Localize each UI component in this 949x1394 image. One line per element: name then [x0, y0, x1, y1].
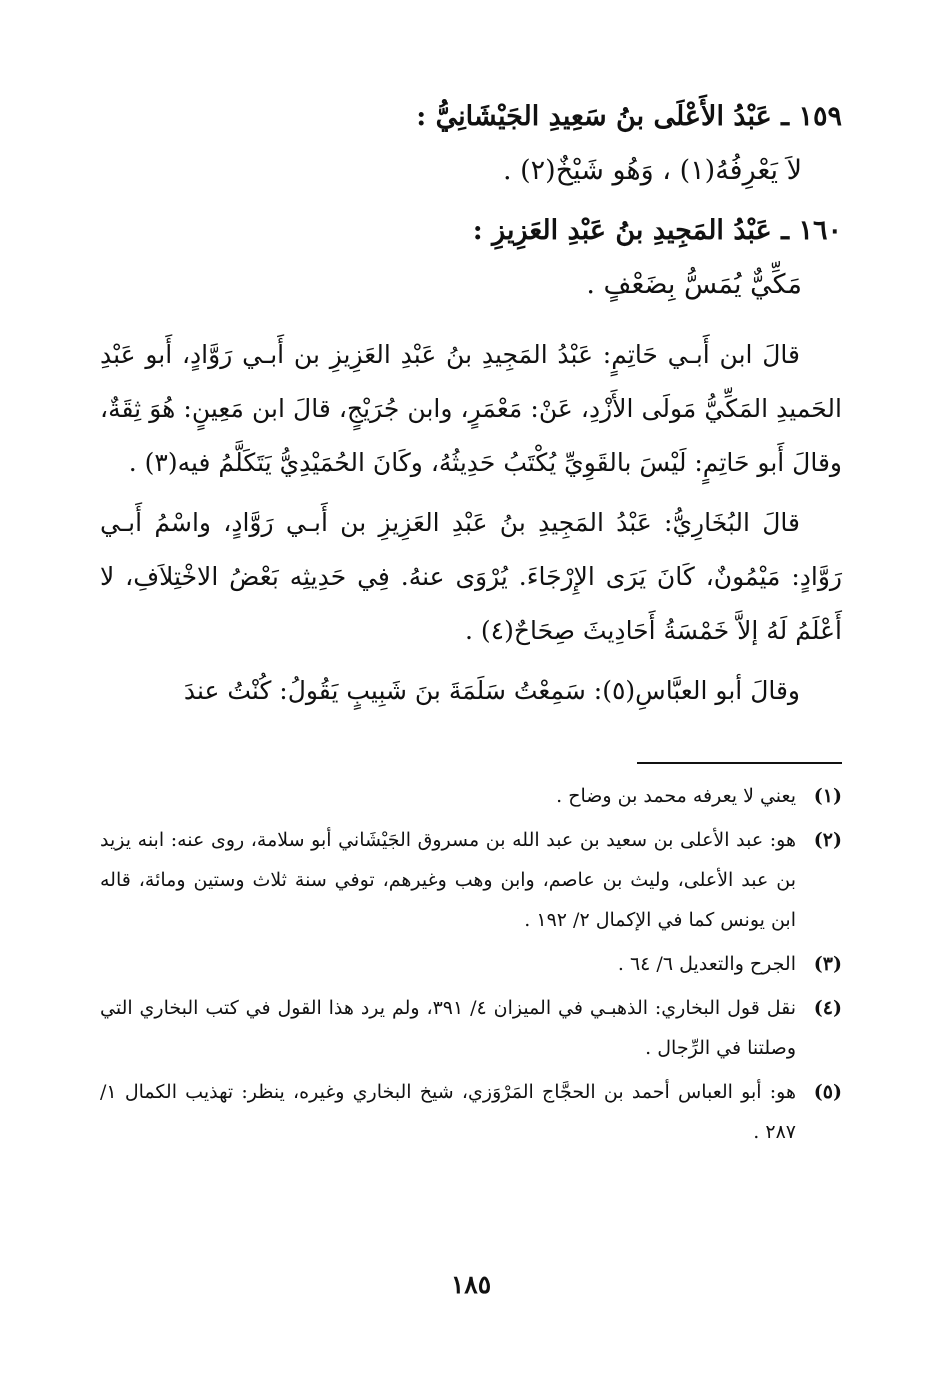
footnote-text: هو: عبد الأعلى بن سعيد بن عبد الله بن مسروق الجَيْشَاني أبو سلامة، روى عنه: ابنه يزيد بن عبد الأعلى، وليث بن عاصم، وابن وهب وغيرهم، توفي سنة ثلاث وستين ومائة، قاله ابن يونس كما في الإكمال ٢/ ١٩٢ .	[100, 829, 796, 931]
footnote-number: (٤)	[813, 997, 842, 1019]
footnote-number: (١)	[813, 785, 842, 807]
book-page	[100, 90, 842, 1380]
entry-159	[100, 90, 842, 198]
footnote-number: (٥)	[813, 1081, 842, 1103]
footnote	[100, 776, 842, 816]
entry-160	[100, 204, 842, 312]
body-paragraph: وقالَ أبو العبَّاسِ(٥): سَمِعْتُ سَلَمَةَ بنَ شَبِيبٍ يَقُولُ: كُنْتُ عندَ	[183, 676, 800, 705]
entry-verdict: مَكِّيٌّ يُمَسُّ بِضَعْفٍ .	[586, 269, 802, 300]
body-paragraph: قالَ البُخَارِيُّ: عَبْدُ المَجِيدِ بنُ عَبْدِ العَزِيزِ بن أَبـي رَوَّادٍ، واسْمُ أَبـي رَوَّادٍ: مَيْمُونٌ، كَانَ يَرَى الإِرْجَاءَ. يُرْوَى عنهُ. فِي حَدِيثِه بَعْضُ الاخْتِلاَفِ، لا أَعْلَمُ لَهُ إلاَّ خَمْسَةُ أَحَادِيثَ صِحَاحٌ(٤) .	[100, 508, 842, 645]
footnote-text: نقل قول البخاري: الذهبـي في الميزان ٤/ ٣٩١، ولم يرد هذا القول في كتب البخاري التي وصلتنا في الرِّجال .	[100, 997, 796, 1059]
footnote-number: (٣)	[813, 953, 842, 975]
entry-heading: ١٥٩ ـ عَبْدُ الأَعْلَى بنُ سَعِيدِ الجَيْشَانِيُّ :	[416, 101, 842, 132]
footnote	[100, 988, 842, 1068]
body-paragraph: قالَ ابن أَبـي حَاتِمٍ: عَبْدُ المَجِيدِ بنُ عَبْدِ العَزِيزِ بن أَبـي رَوَّادٍ، أَبو عَبْدِ الحَميدِ المَكِّيُّ مَولَى الأَزْدِ، عَنْ: مَعْمَرٍ، وابن جُرَيْجٍ، قالَ ابن مَعِينٍ: هُوَ ثِقَةٌ، وقالَ أَبو حَاتِمٍ: لَيْسَ بالقَوِيِّ يُكْتَبُ حَدِيثُهُ، وكَانَ الحُمَيْدِيُّ يَتَكَلَّمُ فيه(٣) .	[100, 340, 842, 477]
page-number: ١٨٥	[450, 1270, 492, 1299]
footnotes	[100, 776, 842, 1152]
entry-heading: ١٦٠ ـ عَبْدُ المَجِيدِ بنُ عَبْدِ العَزِيزِ :	[472, 215, 842, 246]
footnote	[100, 1072, 842, 1152]
footnote-text: يعني لا يعرفه محمد بن وضاح .	[556, 785, 796, 807]
footnote	[100, 944, 842, 984]
footnote-text: الجرح والتعديل ٦/ ٦٤ .	[617, 953, 796, 975]
footnote-text: هو: أبو العباس أحمد بن الحجَّاج المَرْوَزي، شيخ البخاري وغيره، ينظر: تهذيب الكمال ١/ ٢٨٧ .	[100, 1081, 796, 1143]
footnote-divider	[637, 762, 842, 764]
footnote-number: (٢)	[813, 829, 842, 851]
entry-verdict: لاَ يَعْرِفُهُ(١) ، وَهُو شَيْخٌ(٢) .	[502, 155, 802, 186]
footnote	[100, 820, 842, 940]
